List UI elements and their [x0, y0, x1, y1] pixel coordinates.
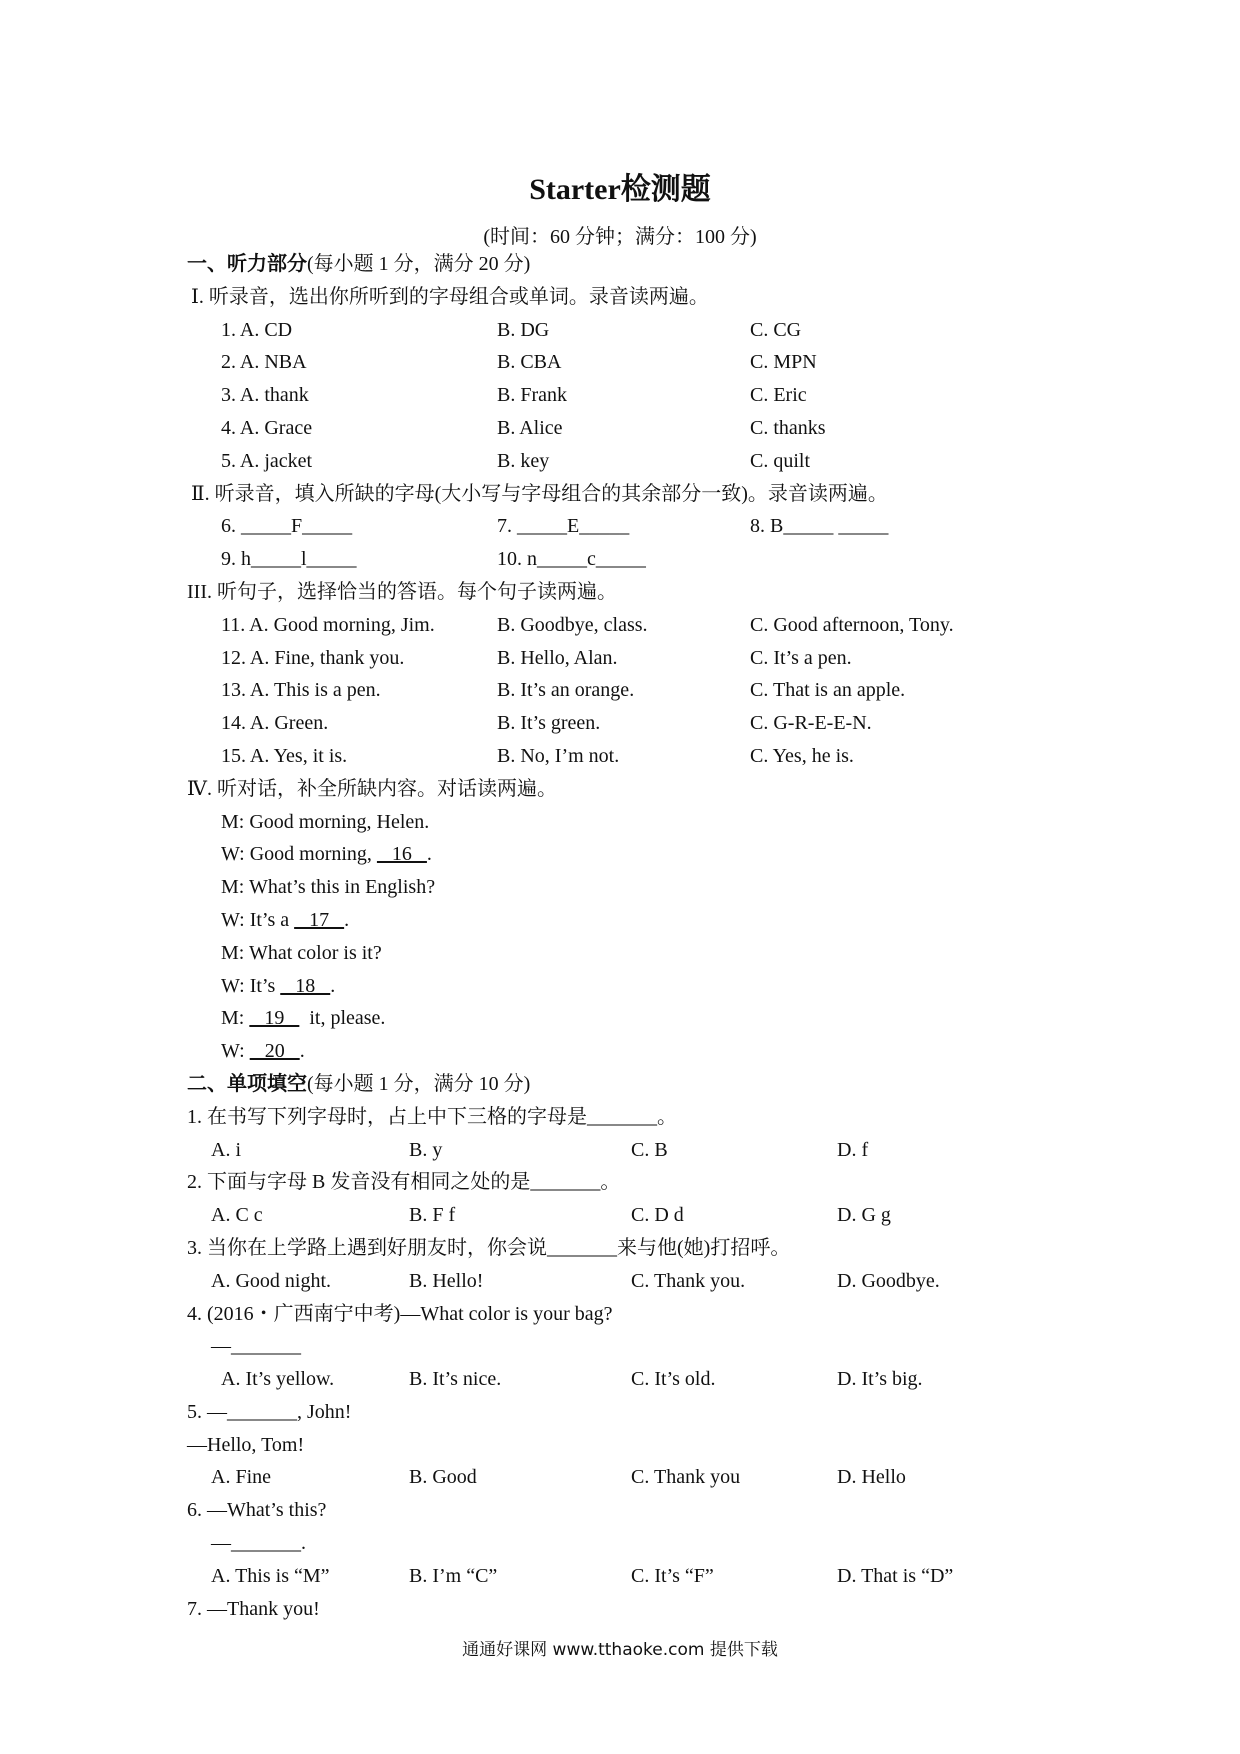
options-row	[187, 1199, 1087, 1232]
dialogue-line	[187, 1002, 1087, 1035]
dialogue-line	[187, 1035, 1087, 1068]
option-b: B. y	[409, 1138, 443, 1161]
question-row	[187, 707, 1087, 740]
question-sub: —Hello, Tom!	[187, 1433, 305, 1456]
question-row	[187, 314, 1087, 347]
dialogue-text: .	[426, 843, 432, 866]
option-c: C. It’s old.	[631, 1368, 716, 1391]
option-b: B. key	[497, 449, 550, 472]
option-b: B. It’s nice.	[409, 1368, 502, 1391]
question-text: 5. —_______, John!	[187, 1400, 352, 1423]
dialogue-text: .	[330, 974, 336, 997]
options-row	[187, 1560, 1087, 1593]
option-b: B. Hello!	[409, 1269, 484, 1292]
option-a: 11. A. Good morning, Jim.	[221, 613, 435, 636]
question-row	[187, 609, 1087, 642]
option-a: 15. A. Yes, it is.	[221, 744, 348, 767]
option-a: 1. A. CD	[221, 318, 293, 341]
part2-heading-title: 二、单项填空	[187, 1072, 307, 1095]
page-footer: 通通好课网 www.tthaoke.com 提供下载	[462, 1640, 778, 1660]
option-a: 14. A. Green.	[221, 712, 329, 735]
option-b: B. CBA	[497, 351, 562, 374]
dialogue-text: W:	[221, 1040, 250, 1063]
dialogue-text: M: What’s this in English?	[221, 876, 436, 899]
dialogue-blank: 20	[249, 1040, 300, 1063]
dialogue-text: it, please.	[299, 1007, 386, 1030]
part2-heading	[187, 1068, 1087, 1101]
page-subtitle: (时间：60 分钟；满分：100 分)	[483, 226, 757, 248]
dialogue-line	[187, 871, 1087, 904]
question-row	[187, 740, 1087, 773]
dialogue-blank: 17	[294, 908, 345, 931]
option-b: B. Goodbye, class.	[497, 613, 648, 636]
option-a: A. It’s yellow.	[221, 1368, 335, 1391]
s3-instruction: III. 听句子，选择恰当的答语。每个句子读两遍。	[187, 580, 617, 603]
s1-instruction: Ⅰ. 听录音，选出你所听到的字母组合或单词。录音读两遍。	[191, 285, 709, 308]
option-c: C. quilt	[750, 449, 811, 472]
option-b: B. Frank	[497, 384, 567, 407]
question-row	[187, 346, 1087, 379]
option-c: C. G-R-E-E-N.	[750, 712, 872, 735]
option-b: B. DG	[497, 318, 550, 341]
option-c: C. Eric	[750, 384, 807, 407]
blank-item: 10. n_____c_____	[497, 548, 646, 571]
options-row	[187, 1265, 1087, 1298]
dialogue-text: W: It’s	[221, 974, 281, 997]
question-row	[187, 379, 1087, 412]
options-row	[187, 1363, 1087, 1396]
question-row	[187, 642, 1087, 675]
option-a: A. This is “M”	[211, 1564, 330, 1587]
dialogue-line	[187, 806, 1087, 839]
option-d: D. Goodbye.	[837, 1269, 940, 1292]
blank-item: 9. h_____l_____	[221, 548, 357, 571]
option-b: B. I’m “C”	[409, 1564, 498, 1587]
option-c: C. MPN	[750, 351, 817, 374]
s4-instruction: Ⅳ. 听对话，补全所缺内容。对话读两遍。	[187, 777, 557, 800]
option-b: B. No, I’m not.	[497, 744, 620, 767]
option-b: B. Hello, Alan.	[497, 646, 618, 669]
part1-heading-title: 一、听力部分	[187, 253, 307, 275]
blank-item: 8. B_____ _____	[750, 515, 889, 538]
blank-item: 7. _____E_____	[497, 515, 630, 538]
option-c: C. It’s a pen.	[750, 646, 852, 669]
question-sub: —_______	[211, 1335, 301, 1358]
dialogue-text: W: It’s a	[221, 908, 295, 931]
options-row	[187, 1134, 1087, 1167]
option-c: C. thanks	[750, 416, 826, 439]
question-row	[187, 543, 1087, 576]
option-a: 4. A. Grace	[221, 416, 313, 439]
option-d: D. f	[837, 1138, 869, 1161]
option-b: B. F f	[409, 1204, 456, 1227]
question-text: 7. —Thank you!	[187, 1597, 320, 1620]
dialogue-blank: 18	[280, 974, 331, 997]
option-a: A. C c	[211, 1204, 263, 1227]
question-row	[187, 674, 1087, 707]
dialogue-text: .	[299, 1040, 305, 1063]
part1-heading-note: (每小题 1 分，满分 20 分)	[307, 253, 531, 275]
option-a: 3. A. thank	[221, 384, 309, 407]
dialogue-text: M:	[221, 1007, 250, 1030]
question-sub: —_______.	[211, 1532, 306, 1555]
dialogue-line	[187, 904, 1087, 937]
option-c: C. Thank you.	[631, 1269, 746, 1292]
option-d: D. That is “D”	[837, 1564, 954, 1587]
option-b: B. It’s green.	[497, 712, 601, 735]
dialogue-line	[187, 937, 1087, 970]
question-row	[187, 510, 1087, 543]
option-d: D. G g	[837, 1204, 891, 1227]
option-c: C. Thank you	[631, 1466, 741, 1489]
question-text: 3. 当你在上学路上遇到好朋友时，你会说_______来与他(她)打招呼。	[187, 1236, 791, 1259]
option-a: A. i	[211, 1138, 241, 1161]
question-row	[187, 445, 1087, 478]
page-title: Starter检测题	[529, 173, 711, 206]
option-c: C. It’s “F”	[631, 1564, 714, 1587]
exam-content	[187, 248, 1087, 1625]
option-d: D. It’s big.	[837, 1368, 923, 1391]
option-a: A. Good night.	[211, 1269, 331, 1292]
dialogue-text: M: What color is it?	[221, 941, 382, 964]
question-text: 2. 下面与字母 B 发音没有相同之处的是_______。	[187, 1171, 621, 1194]
option-c: C. B	[631, 1138, 668, 1161]
option-c: C. Yes, he is.	[750, 744, 854, 767]
blank-item: 6. _____F_____	[221, 515, 353, 538]
dialogue-text: M: Good morning, Helen.	[221, 810, 430, 833]
dialogue-text: W: Good morning,	[221, 843, 377, 866]
option-b: B. It’s an orange.	[497, 679, 635, 702]
options-row	[187, 1461, 1087, 1494]
option-a: A. Fine	[211, 1466, 271, 1489]
dialogue-line	[187, 970, 1087, 1003]
option-b: B. Alice	[497, 416, 563, 439]
dialogue-line	[187, 838, 1087, 871]
option-a: 2. A. NBA	[221, 351, 307, 374]
option-a: 13. A. This is a pen.	[221, 679, 381, 702]
s2-instruction: Ⅱ. 听录音，填入所缺的字母(大小写与字母组合的其余部分一致)。录音读两遍。	[191, 482, 888, 505]
option-c: C. D d	[631, 1204, 684, 1227]
dialogue-blank: 19	[249, 1007, 300, 1030]
dialogue-blank: 16	[376, 843, 427, 866]
part2-heading-note: (每小题 1 分，满分 10 分)	[307, 1072, 531, 1095]
question-text: 1. 在书写下列字母时，占上中下三格的字母是_______。	[187, 1105, 677, 1128]
option-c: C. Good afternoon, Tony.	[750, 613, 954, 636]
option-d: D. Hello	[837, 1466, 906, 1489]
part1-heading	[187, 248, 1087, 281]
question-text: 6. —What’s this?	[187, 1499, 327, 1522]
question-row	[187, 412, 1087, 445]
option-b: B. Good	[409, 1466, 477, 1489]
option-c: C. CG	[750, 318, 802, 341]
option-a: 5. A. jacket	[221, 449, 313, 472]
option-c: C. That is an apple.	[750, 679, 906, 702]
dialogue-text: .	[344, 908, 350, 931]
question-text: 4. (2016・广西南宁中考)—What color is your bag?	[187, 1302, 613, 1325]
option-a: 12. A. Fine, thank you.	[221, 646, 405, 669]
